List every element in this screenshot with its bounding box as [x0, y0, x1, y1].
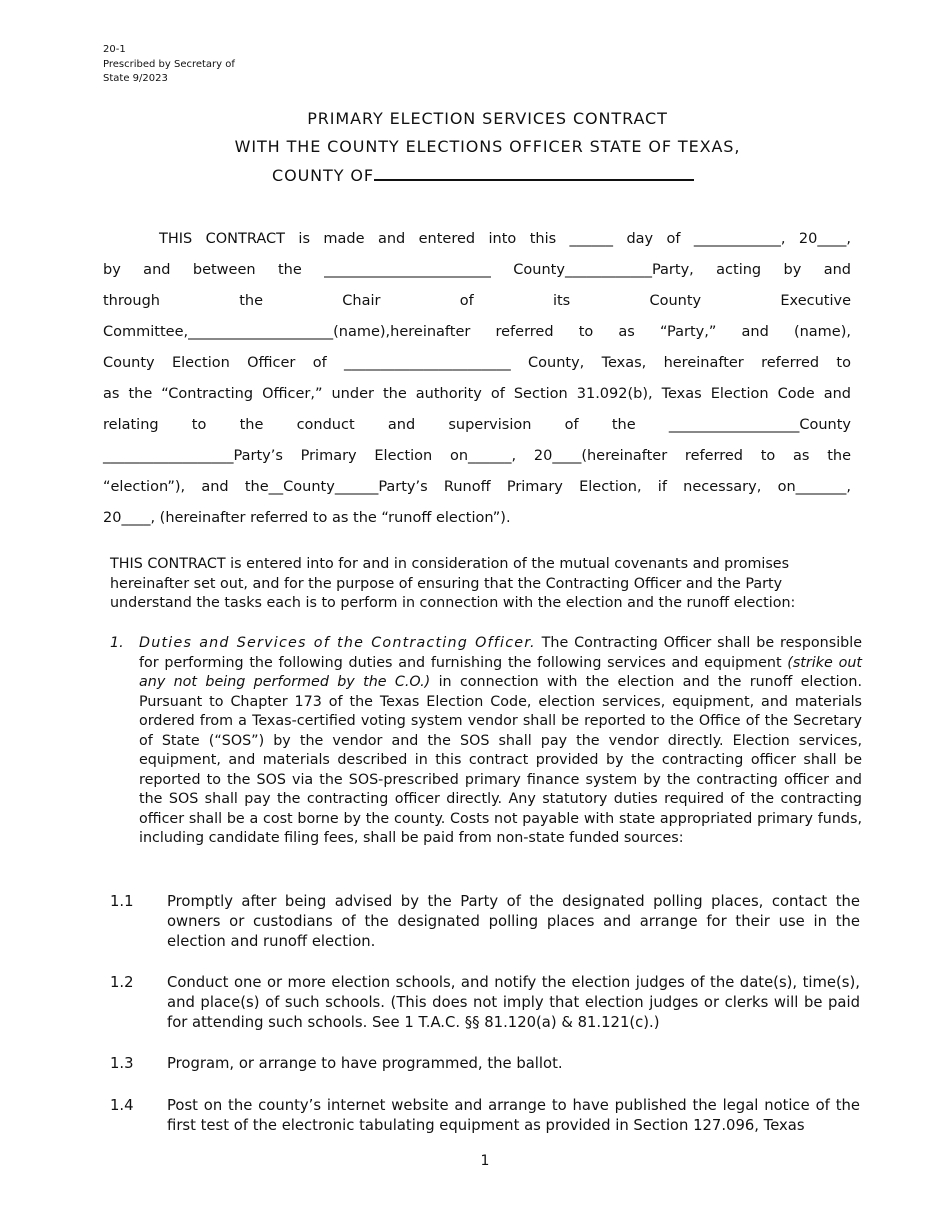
intro-line-5: County Election Officer of _______________________ County, Texas, hereinafter referred to	[103, 355, 851, 371]
prescribed-line-1: Prescribed by Secretary of	[103, 58, 235, 70]
item-text: Post on the county’s internet website and arrange to have published the legal notice of the first test of the electronic tabulating equipment as provided in Section 127.096, Texas	[167, 1097, 860, 1134]
form-identifier	[103, 43, 263, 87]
consideration-paragraph: THIS CONTRACT is entered into for and in consideration of the mutual covenants and promises hereinafter set out, and for the purpose of ensuring that the Contracting Officer and the Party understand the tasks each is to perform in connection with the election and the runoff election:	[110, 556, 796, 611]
intro-line-4: Committee,____________________(name),hereinafter referred to as “Party,” and (name),	[103, 324, 851, 340]
duties-number: 1.	[110, 635, 124, 651]
item-number: 1.3	[110, 1055, 134, 1072]
title-line-3	[272, 165, 694, 185]
item-text: Program, or arrange to have programmed, the ballot.	[167, 1055, 563, 1072]
title-line-1: PRIMARY ELECTION SERVICES CONTRACT	[307, 109, 668, 128]
item-text: Conduct one or more election schools, and notify the election judges of the date(s), time(s), and place(s) of such schools. (This does not imply that election judges or clerks will be paid for attending such schools. See 1 T.A.C. §§ 81.120(a) & 81.121(c).)	[167, 974, 860, 1031]
intro-line-1: THIS CONTRACT is made and entered into this ______ day of ____________, 20____,	[159, 231, 851, 247]
duties-section	[110, 634, 862, 849]
intro-line-7: relating to the conduct and supervision of the __________________County	[103, 417, 851, 433]
title-line-2: WITH THE COUNTY ELECTIONS OFFICER STATE OF TEXAS,	[234, 137, 741, 156]
prescribed-line-2: State 9/2023	[103, 73, 168, 84]
item-text: Promptly after being advised by the Party of the designated polling places, contact the owners or custodians of the designated polling places and arrange for their use in the election and runoff election.	[167, 893, 860, 950]
duties-text-b: in connection with the election and the runoff election. Pursuant to Chapter 173 of the Texas Election Code, election services, equipment, and materials ordered from a Texas-certified voting system vendor shall be reported to the Office of the Secretary of State (“SOS”) by the vendor and the SOS shall pay the vendor directly. Election services, equipment, and materials described in this contract provided by the contracting officer shall be reported to the SOS via the SOS-prescribed primary finance system by the contracting officer and the SOS shall pay the contracting officer directly. Any statutory duties required of the contracting officer shall be a cost borne by the county. Costs not payable with state appropriated primary funds, including candidate filing fees, shall be paid from non-state funded sources:	[139, 674, 862, 846]
intro-line-9: “election”), and the__County______Party’s Runoff Primary Election, if necessary, on_______,	[103, 479, 851, 495]
duty-item-1-1	[110, 892, 860, 952]
duty-item-1-4	[110, 1096, 860, 1136]
item-number: 1.2	[110, 974, 134, 991]
form-number: 20-1	[103, 44, 126, 55]
intro-line-10: 20____, (hereinafter referred to as the “runoff election”).	[103, 510, 511, 526]
item-number: 1.1	[110, 893, 134, 910]
duties-strike-note: (strike out any not being performed by the C.O.)	[139, 654, 862, 690]
duties-heading: Duties and Services of the Contracting Officer.	[139, 635, 536, 651]
contract-intro-paragraph	[103, 224, 851, 534]
duty-item-1-3	[110, 1054, 860, 1074]
item-number: 1.4	[110, 1097, 134, 1114]
intro-line-3: through the Chair of its County Executive	[103, 293, 851, 309]
page-number: 1	[480, 1153, 490, 1169]
county-of-label: COUNTY OF	[272, 166, 374, 185]
intro-line-6: as the “Contracting Officer,” under the authority of Section 31.092(b), Texas Election Code and	[103, 386, 851, 402]
intro-line-2: by and between the _______________________ County____________Party, acting by and	[103, 262, 851, 278]
duty-item-1-2	[110, 973, 860, 1033]
intro-line-8: __________________Party’s Primary Election on______, 20____(hereinafter referred to as the	[103, 448, 851, 464]
duties-text-a: The Contracting Officer shall be responsible for performing the following duties and furnishing the following services and equipment	[139, 635, 863, 671]
county-name-blank	[374, 165, 694, 181]
duties-body	[139, 634, 862, 849]
